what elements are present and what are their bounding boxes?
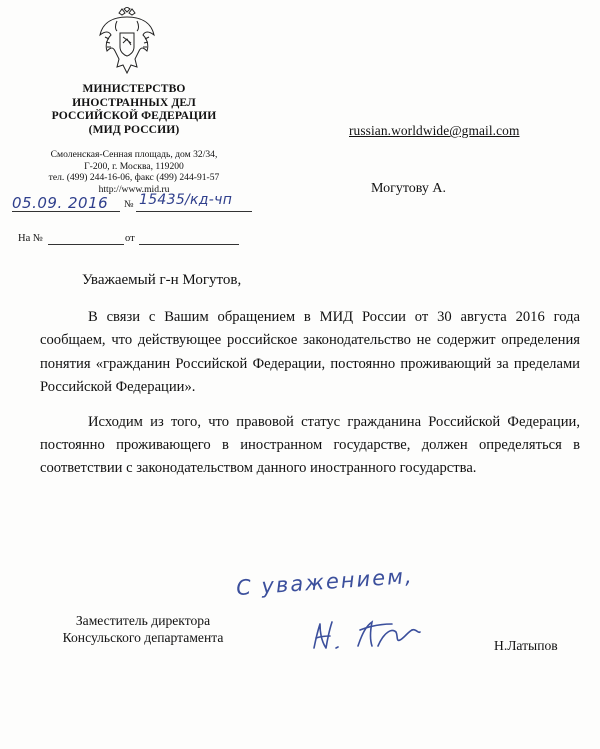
ministry-line: РОССИЙСКОЙ ФЕДЕРАЦИИ	[51, 109, 217, 123]
ministry-name-block	[14, 82, 254, 136]
signatory-name: Н.Латыпов	[494, 638, 558, 653]
date-underline	[12, 211, 120, 212]
ministry-line: ИНОСТРАННЫХ ДЕЛ	[72, 95, 196, 109]
address-line: тел. (499) 244-16-06, факс (499) 244-91-57	[48, 172, 220, 184]
number-underline	[136, 211, 252, 212]
signatory-position-line: Консульского департамента	[62, 630, 224, 645]
ministry-address-block	[14, 149, 254, 195]
coat-of-arms-emblem	[97, 7, 157, 75]
ministry-line: (МИД РОССИИ)	[88, 122, 180, 136]
body-paragraph: В связи с Вашим обращением в МИД России от 30 августа 2016 года сообщаем, что действующее российское законодательство не содержит определения понятия «гражданин Российской Федерации, постоянно проживающий за пределами Российской Федерации».	[40, 309, 580, 396]
signatory-position	[38, 612, 248, 646]
letter-body	[40, 306, 580, 492]
reference-date-blank	[139, 244, 239, 245]
recipient-email: russian.worldwide@gmail.com	[349, 123, 520, 138]
address-line: Г-200, г. Москва, 119200	[84, 160, 184, 172]
reference-number-label: На №	[18, 233, 43, 244]
body-paragraph: Исходим из того, что правовой статус гражданина Российской Федерации, постоянно проживающего в иностранном государстве, должен определяться в соответствии с законодательством данного иностранного государства.	[40, 413, 580, 477]
recipient-name: Могутову А.	[371, 181, 447, 196]
registration-number: 15435/кд-чп	[139, 192, 233, 208]
handwritten-closing: С уважением,	[235, 563, 415, 601]
address-line: http://www.mid.ru	[98, 183, 170, 195]
registration-line	[12, 194, 252, 218]
salutation: Уважаемый г-н Могутов,	[82, 272, 242, 288]
registration-number-label: №	[124, 199, 134, 210]
address-line: Смоленская-Сенная площадь, дом 32/34,	[50, 149, 218, 160]
reference-number-blank	[48, 244, 124, 245]
reference-date-label: от	[125, 233, 135, 244]
signatory-position-line: Заместитель директора	[75, 613, 211, 628]
registration-date: 05.09. 2016	[12, 194, 109, 212]
reference-line	[18, 233, 248, 247]
ministry-line: МИНИСТЕРСТВО	[82, 82, 186, 95]
handwritten-signature	[300, 610, 450, 660]
